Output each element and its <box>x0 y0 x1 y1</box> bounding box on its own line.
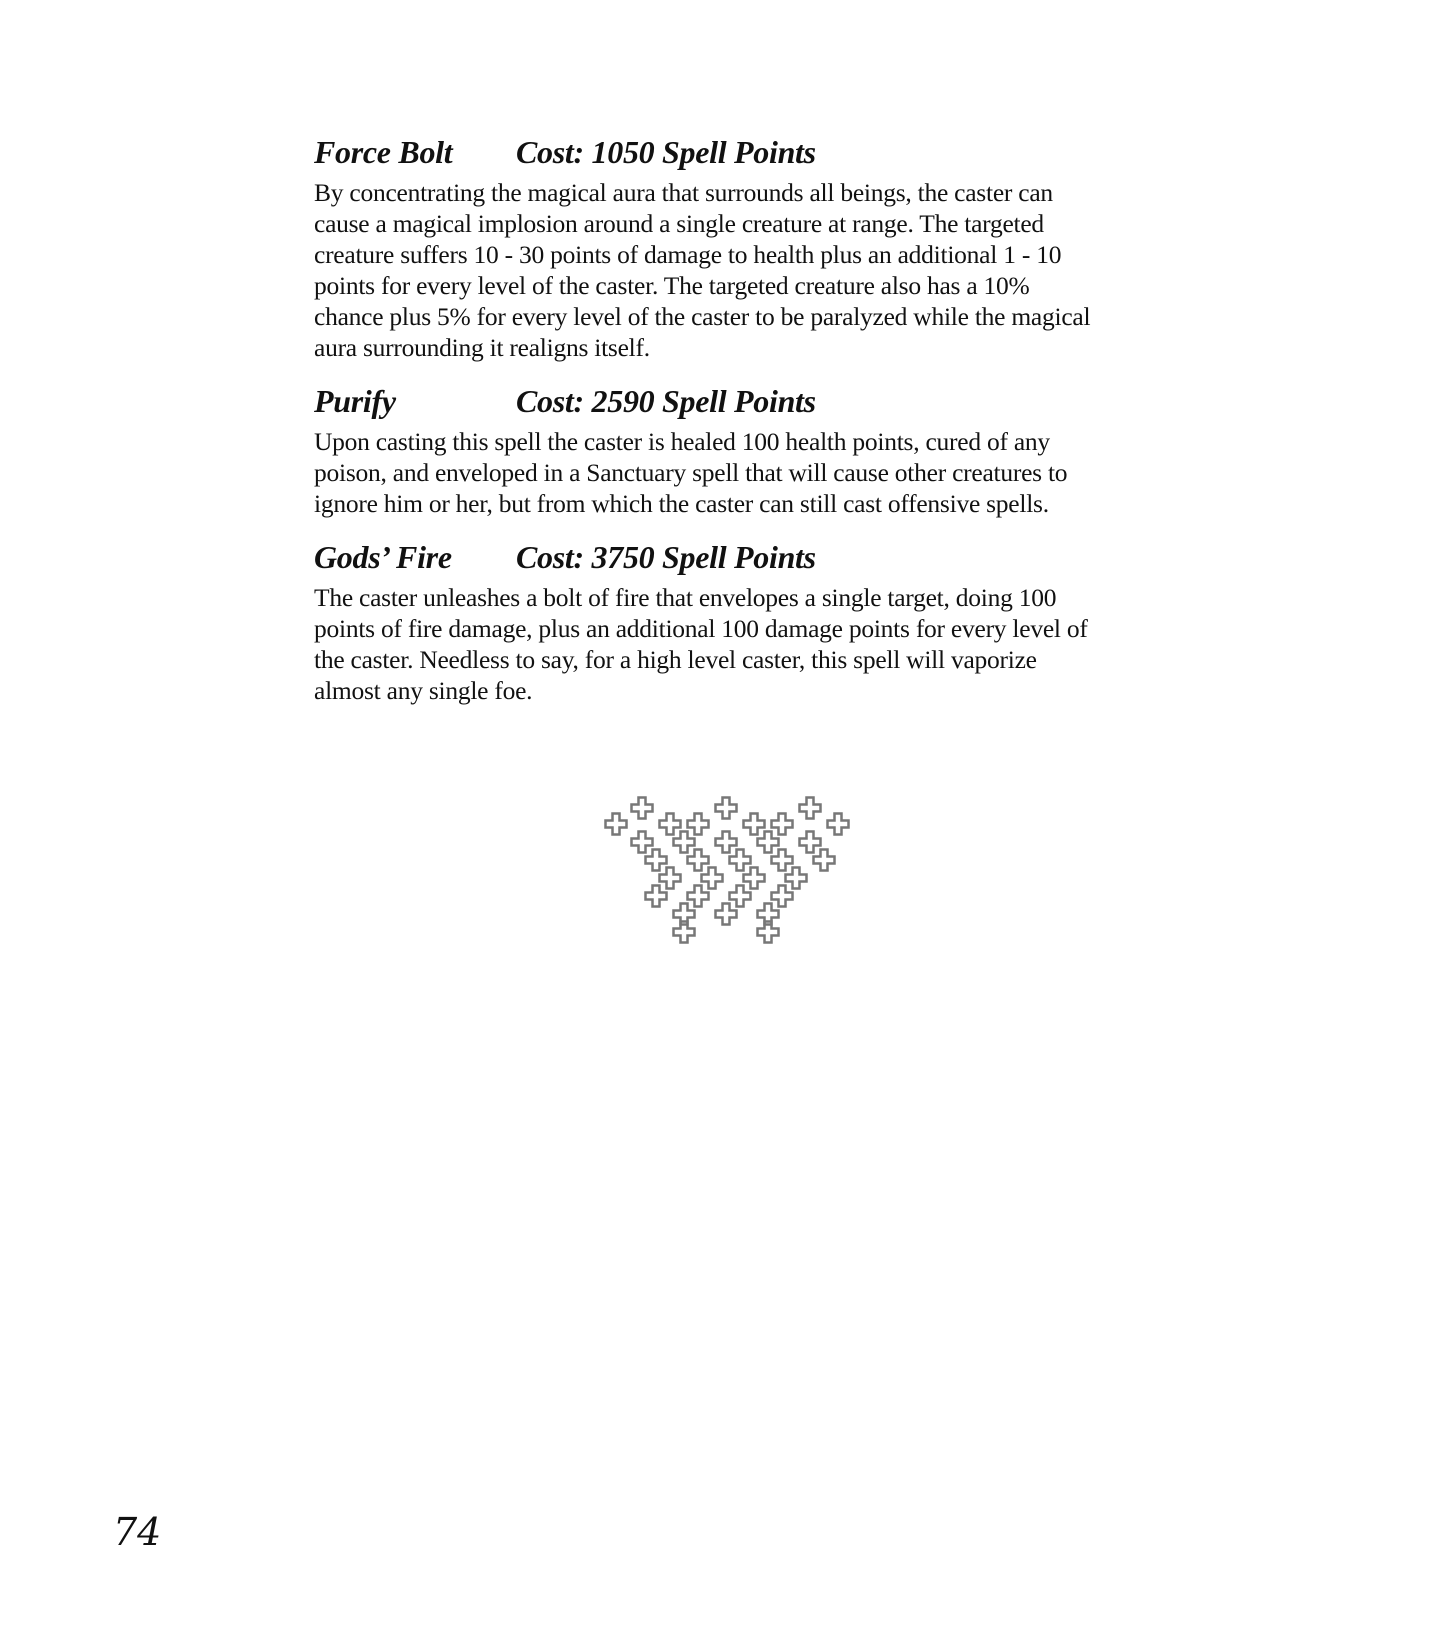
spell-header <box>314 130 1154 174</box>
ornament-cross-shape <box>646 850 667 871</box>
spell-list <box>314 130 1154 722</box>
ornament-cross-shape <box>702 868 723 889</box>
spell-entry-gods-fire <box>314 535 1154 706</box>
ornament-cross-shape <box>632 832 653 853</box>
spell-header <box>314 535 1154 579</box>
ornament-cross-shape <box>772 814 793 835</box>
spell-header <box>314 379 1154 423</box>
ornament-cross-shape <box>660 814 681 835</box>
ornament-cross-shape <box>688 850 709 871</box>
cross-pattern-ornament-icon <box>600 790 870 950</box>
spell-cost: Cost: 1050 Spell Points <box>516 134 816 170</box>
ornament-cross-shape <box>828 814 849 835</box>
ornament-cross-shape <box>772 850 793 871</box>
ornament-cross-shape <box>814 850 835 871</box>
ornament-cross-shape <box>688 814 709 835</box>
ornament-cross-shape <box>660 868 681 889</box>
ornament-cross-shape <box>716 904 737 925</box>
ornament-cross-shape <box>632 798 653 819</box>
ornament-cross-shape <box>730 850 751 871</box>
spell-name: Force Bolt <box>314 134 453 170</box>
ornament-cross-shape <box>606 814 627 835</box>
spell-name: Gods’ Fire <box>314 539 452 575</box>
page-number: 74 <box>113 1510 162 1554</box>
spell-description: The caster unleashes a bolt of fire that envelopes a single target, doing 100 points of fire damage, plus an additional 100 damage points for every level of the caster. Needless to say, for a high level caster, this spell will vaporize almost any single foe. <box>314 583 1088 705</box>
ornament-cross-shape <box>758 832 779 853</box>
ornament-cross-shape <box>744 814 765 835</box>
spell-name: Purify <box>314 383 396 419</box>
ornament-cross-shape <box>800 798 821 819</box>
ornament-cross-shape <box>772 886 793 907</box>
ornament-cross-shape <box>716 798 737 819</box>
ornament-cross-shape <box>730 886 751 907</box>
ornament-cross-shape <box>800 832 821 853</box>
spell-cost: Cost: 3750 Spell Points <box>516 539 816 575</box>
spell-entry-purify <box>314 379 1154 519</box>
ornament-cross-shape <box>744 868 765 889</box>
ornament-cross-shape <box>688 886 709 907</box>
ornament-cross-shape <box>674 832 695 853</box>
spell-entry-force-bolt <box>314 130 1154 363</box>
ornament-cross-shape <box>786 868 807 889</box>
spell-description: By concentrating the magical aura that surrounds all beings, the caster can cause a magical implosion around a single creature at range. The targeted creature suffers 10 - 30 points of damage to health plus an additional 1 - 10 points for every level of the caster. The targeted creature also has a 10% chance plus 5% for every level of the caster to be paralyzed while the magical aura surrounding it realigns itself. <box>314 178 1091 362</box>
spell-cost: Cost: 2590 Spell Points <box>516 383 816 419</box>
ornament-cross-shape <box>646 886 667 907</box>
ornament-cross-shape <box>716 832 737 853</box>
spell-description: Upon casting this spell the caster is healed 100 health points, cured of any poison, and enveloped in a Sanctuary spell that will cause other creatures to ignore him or her, but from which the caster can still cast offensive spells. <box>314 427 1068 518</box>
